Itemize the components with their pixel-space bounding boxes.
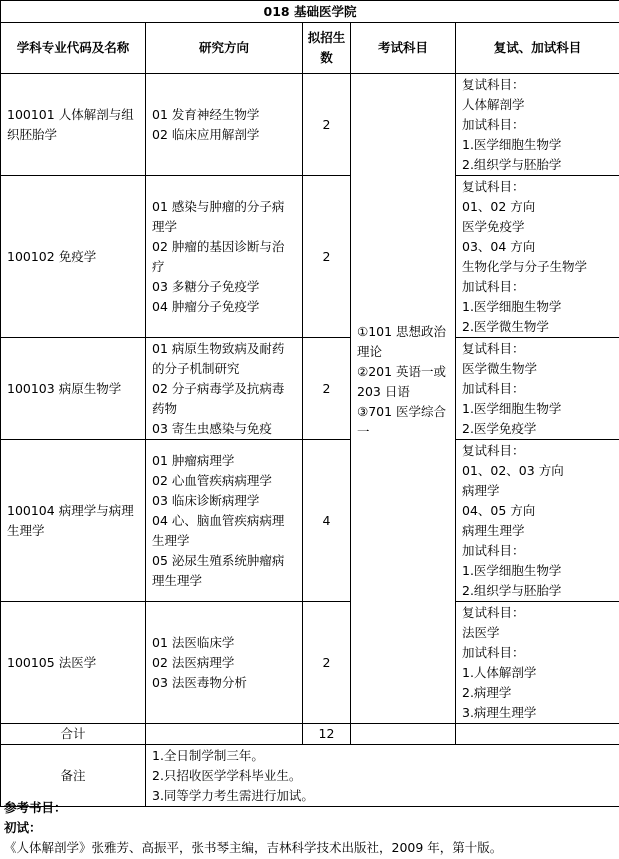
retest-line: 1.医学细胞生物学: [462, 563, 562, 578]
enroll-count: 2: [303, 338, 351, 440]
total-label: 合计: [1, 724, 146, 745]
enroll-count: 2: [303, 176, 351, 338]
direction-item: 05 泌尿生殖系统肿瘤病理生理学: [152, 552, 285, 588]
retest-line: 复试科目：: [462, 443, 525, 458]
retest-line: 1.人体解剖学: [462, 665, 537, 680]
table-row: [1, 338, 619, 440]
retest-line: 加试科目：: [462, 117, 525, 132]
major-name: 100103 病原生物学: [1, 338, 146, 440]
header-direction: 研究方向: [146, 23, 303, 74]
header-retest: 复试、加试科目: [456, 23, 619, 74]
retest-line: 加试科目：: [462, 381, 525, 396]
retest-list: [456, 602, 619, 724]
direction-item: 04 心、脑血管疾病病理生理学: [152, 512, 285, 548]
remark-item: 3.同等学力考生需进行加试。: [152, 787, 314, 803]
retest-line: 2.组织学与胚胎学: [462, 157, 562, 172]
retest-line: 复试科目：: [462, 179, 525, 194]
retest-line: 2.医学微生物学: [462, 319, 549, 334]
total-row: [1, 724, 619, 745]
header-row: [1, 23, 619, 74]
retest-list: [456, 440, 619, 602]
direction-item: 01 感染与肿瘤的分子病理学: [152, 198, 285, 234]
direction-item: 02 分子病毒学及抗病毒药物: [152, 380, 285, 416]
direction-item: 02 临床应用解剖学: [152, 126, 260, 142]
header-major: 学科专业代码及名称: [1, 23, 146, 74]
retest-line: 1.医学细胞生物学: [462, 137, 562, 152]
direction-item: 03 临床诊断病理学: [152, 492, 260, 508]
major-name: 100102 免疫学: [1, 176, 146, 338]
retest-list: [456, 338, 619, 440]
direction-item: 01 法医临床学: [152, 634, 235, 650]
direction-item: 02 心血管疾病病理学: [152, 472, 272, 488]
references-heading: 参考书目：: [4, 800, 67, 815]
retest-line: 医学微生物学: [462, 361, 538, 376]
retest-line: 加试科目：: [462, 645, 525, 660]
table-row: [1, 602, 619, 724]
retest-line: 2.病理学: [462, 685, 512, 700]
exam-subject-item: ①101 思想政治理论: [357, 324, 447, 359]
retest-line: 法医学: [462, 625, 500, 640]
college-title: 018 基础医学院: [1, 1, 619, 23]
direction-list: [146, 176, 303, 338]
table-row: [1, 176, 619, 338]
direction-list: [146, 440, 303, 602]
direction-list: [146, 338, 303, 440]
retest-line: 1.医学细胞生物学: [462, 401, 562, 416]
retest-list: [456, 176, 619, 338]
retest-line: 复试科目：: [462, 605, 525, 620]
table-row: [1, 440, 619, 602]
retest-line: 生物化学与分子生物学: [462, 259, 588, 274]
retest-line: 加试科目：: [462, 543, 525, 558]
major-name: 100105 法医学: [1, 602, 146, 724]
exam-subject-item: ③701 医学综合一: [357, 404, 447, 439]
retest-line: 1.医学细胞生物学: [462, 299, 562, 314]
retest-line: 复试科目：: [462, 341, 525, 356]
table-row: [1, 74, 619, 176]
direction-item: 03 寄生虫感染与免疫: [152, 420, 272, 436]
direction-item: 01 发育神经生物学: [152, 106, 260, 122]
direction-item: 02 法医病理学: [152, 654, 235, 670]
header-exam: 考试科目: [351, 23, 456, 74]
direction-list: [146, 74, 303, 176]
header-enroll: 拟招生数: [303, 23, 351, 74]
remark-item: 2.只招收医学学科毕业生。: [152, 767, 302, 783]
direction-item: 01 病原生物致病及耐药的分子机制研究: [152, 340, 285, 376]
direction-item: 02 肿瘤的基因诊断与治疗: [152, 238, 285, 274]
enroll-count: 2: [303, 74, 351, 176]
references-section: [0, 798, 619, 858]
retest-line: 2.组织学与胚胎学: [462, 583, 562, 598]
retest-line: 01、02、03 方向: [462, 463, 564, 478]
college-title-row: [1, 1, 619, 23]
retest-line: 复试科目：: [462, 77, 525, 92]
total-count: 12: [303, 724, 351, 745]
direction-list: [146, 602, 303, 724]
retest-line: 03、04 方向: [462, 239, 536, 254]
retest-line: 加试科目：: [462, 279, 525, 294]
remark-item: 1.全日制学制三年。: [152, 747, 264, 763]
remarks-label: 备注: [1, 745, 146, 807]
retest-line: 3.病理生理学: [462, 705, 537, 720]
exam-subjects: [351, 74, 456, 724]
exam-subject-item: ②201 英语一或 203 日语: [357, 364, 447, 399]
retest-line: 2.医学免疫学: [462, 421, 537, 436]
major-name: 100101 人体解剖与组织胚胎学: [1, 74, 146, 176]
direction-item: 03 多糖分子免疫学: [152, 278, 260, 294]
retest-line: 病理生理学: [462, 523, 525, 538]
total-empty: [146, 724, 303, 745]
references-subheading: 初试：: [4, 820, 42, 835]
enroll-count: 4: [303, 440, 351, 602]
retest-line: 病理学: [462, 483, 500, 498]
direction-item: 01 肿瘤病理学: [152, 452, 235, 468]
total-empty: [456, 724, 619, 745]
retest-line: 人体解剖学: [462, 97, 525, 112]
retest-line: 01、02 方向: [462, 199, 536, 214]
direction-item: 03 法医毒物分析: [152, 674, 247, 690]
total-empty: [351, 724, 456, 745]
retest-list: [456, 74, 619, 176]
reference-item: 《人体解剖学》张雅芳、高振平，张书琴主编，吉林科学技术出版社，2009 年，第十版。: [4, 840, 503, 855]
enroll-count: 2: [303, 602, 351, 724]
retest-line: 医学免疫学: [462, 219, 525, 234]
direction-item: 04 肿瘤分子免疫学: [152, 298, 260, 314]
major-name: 100104 病理学与病理生理学: [1, 440, 146, 602]
retest-line: 04、05 方向: [462, 503, 536, 518]
